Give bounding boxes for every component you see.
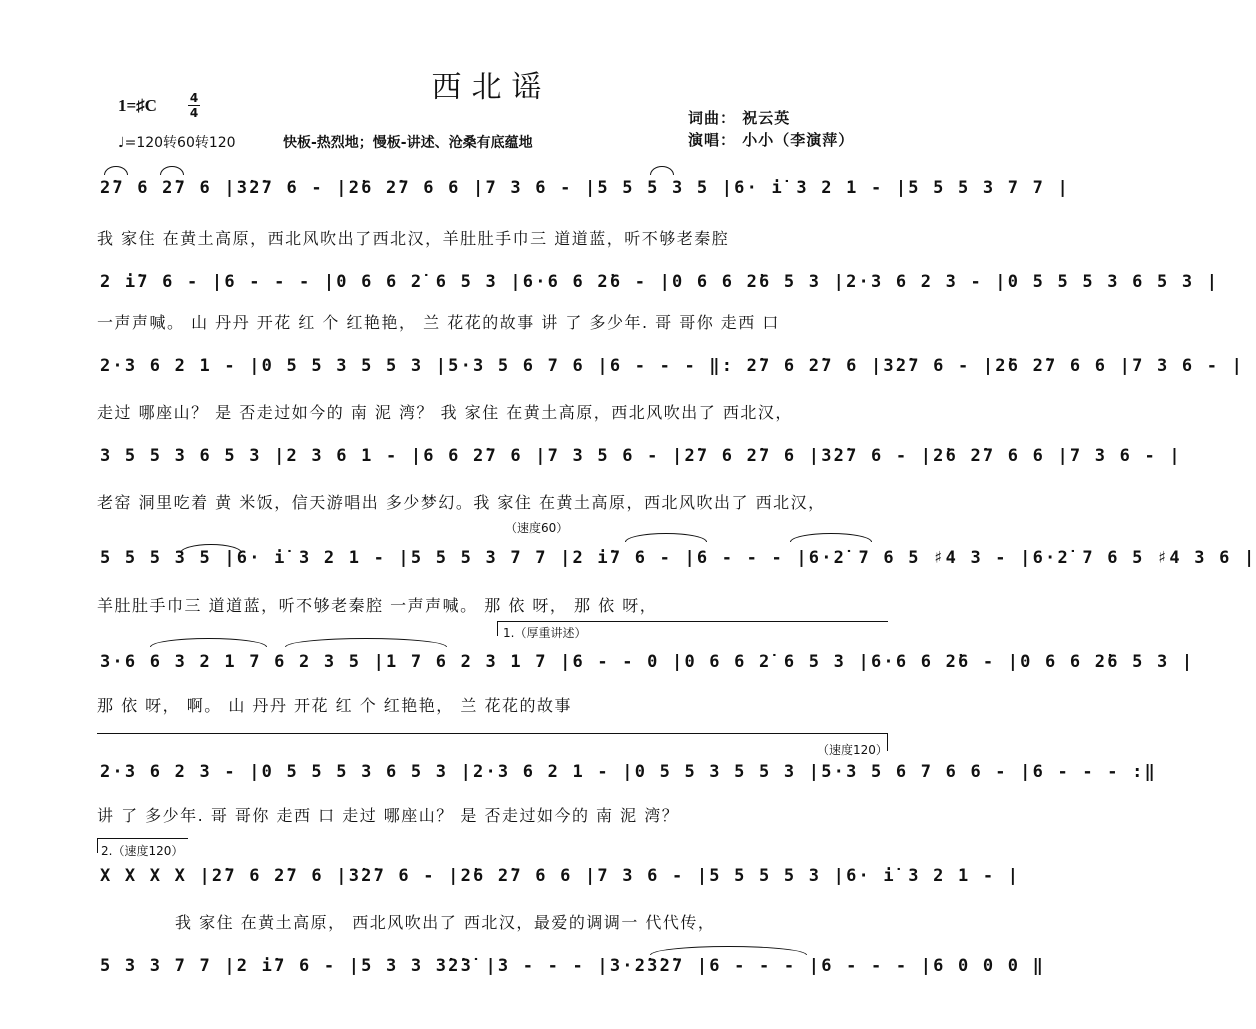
- singer: 演唱： 小小（李演萍）: [688, 131, 855, 149]
- speed-annotation-60: （速度60）: [505, 521, 569, 535]
- slur: [150, 638, 267, 647]
- time-signature-bottom: 4: [189, 106, 199, 120]
- notation-row-1: 2̇7 6 2̇7 6 |3̇2̇7 6 - |2̇6 2̇7 6 6 |7 3 6 - |5 5 5 3 5 |6· i̇ 3 2 1 - |5 5 5 3 7 7 |: [100, 178, 1070, 198]
- slur: [625, 533, 707, 542]
- slur: [790, 533, 872, 542]
- speed-annotation-120: （速度120）: [817, 743, 888, 757]
- performance-notes: 快板-热烈地；慢板-讲述、沧桑有底蕴地: [283, 135, 533, 151]
- notation-row-6: 3·6 6 3 2 1 7 6 2 3 5 |1 7 6 2 3 1 7 |6 - - 0 |0 6 6 2̇ 6 5 3 |6·6 6 2̇6 - |0 6 6 2̇6 5 3 |: [100, 652, 1195, 672]
- notation-row-2: 2 i̇7 6 - |6 - - - |0 6 6 2̇ 6 5 3 |6·6 6 2̇6 - |0 6 6 2̇6 5 3 |2·3 6 2 3 - |0 5 5 5 3 6 5 3 |: [100, 272, 1220, 292]
- slur: [180, 544, 242, 553]
- lyrics-row-5: 羊肚肚手巾三 道道蓝，听不够老秦腔 一声声喊。 那 依 呀， 那 依 呀，: [97, 596, 658, 615]
- slur: [650, 166, 674, 175]
- lyrics-row-7: 讲 了 多少年. 哥 哥你 走西 口 走过 哪座山？ 是 否走过如今的 南 泥 湾？: [97, 806, 680, 825]
- song-title: 西北谣: [431, 70, 552, 105]
- tempo-marking: ♩=120转60转120: [118, 135, 236, 151]
- lyricist-composer: 词曲： 祝云英: [688, 109, 791, 127]
- lyrics-row-8: 我 家住 在黄土高原， 西北风吹出了 西北汉，最爱的调调一 代代传，: [175, 913, 716, 932]
- notation-row-4: 3 5 5 3 6 5 3 |2 3 6 1 - |6 6 2̇7 6 |7 3 5 6 - |2̇7 6 2̇7 6 |3̇2̇7 6 - |2̇6 2̇7 6 6 |7 3 6 - |: [100, 446, 1182, 466]
- slur: [650, 946, 807, 955]
- time-signature-top: 4: [189, 91, 199, 105]
- notation-row-8: X X X X |2̇7 6 2̇7 6 |3̇2̇7 6 - |2̇6 2̇7 6 6 |7 3 6 - |5 5 5 5 3 |6· i̇ 3 2 1 - |: [100, 866, 1021, 886]
- first-ending-label: 1.（厚重讲述）: [503, 626, 587, 640]
- second-ending-label: 2.（速度120）: [101, 844, 184, 858]
- lyrics-row-4: 老窑 洞里吃着 黄 米饭，信天游唱出 多少梦幻。我 家住 在黄土高原，西北风吹出了 西北汉，: [97, 493, 826, 512]
- slur: [160, 166, 184, 175]
- notation-row-5: 5 5 5 3 5 |6· i̇ 3 2 1 - |5 5 5 3 7 7 |2 i̇7 6 - |6 - - - |6·2̇ 7 6 5 ♯4 3 - |6·2̇ 7 6 5 ♯4 3 6 |: [100, 548, 1256, 568]
- notation-row-9: 5 3 3 7 7 |2 i̇7 6 - |5 3 3 3̇2̇3̇ |3 - - - |3·2̇3̇2̇7 |6 - - - |6 - - - |6 0 0 0 ‖: [100, 956, 1046, 976]
- lyrics-row-3: 走过 哪座山？ 是 否走过如今的 南 泥 湾？ 我 家住 在黄土高原，西北风吹出了 西北汉，: [97, 403, 793, 422]
- notation-row-7: 2·3 6 2 3 - |0 5 5 5 3 6 5 3 |2·3 6 2 1 - |0 5 5 3 5 5 3 |5·3 5 6 7 6 6 - |6 - - - :‖: [100, 762, 1157, 782]
- first-ending-bracket-continuation: [97, 733, 887, 748]
- credits: [688, 107, 854, 151]
- notation-row-3: 2·3 6 2 1 - |0 5 5 3 5 5 3 |5·3 5 6 7 6 |6 - - - ‖: 2̇7 6 2̇7 6 |3̇2̇7 6 - |2̇6 2̇7 6 6 |7 3 6 - |: [100, 356, 1245, 376]
- slur: [104, 166, 128, 175]
- lyrics-row-1: 我 家住 在黄土高原，西北风吹出了西北汉，羊肚肚手巾三 道道蓝，听不够老秦腔: [97, 229, 730, 248]
- lyrics-row-2: 一声声喊。 山 丹丹 开花 红 个 红艳艳， 兰 花花的故事 讲 了 多少年. 哥 哥你 走西 口: [97, 313, 780, 332]
- time-signature: [188, 92, 200, 119]
- key-signature: 1=♯C: [118, 96, 157, 115]
- lyrics-row-6: 那 依 呀， 啊。 山 丹丹 开花 红 个 红艳艳， 兰 花花的故事: [97, 696, 572, 715]
- slur: [285, 638, 447, 647]
